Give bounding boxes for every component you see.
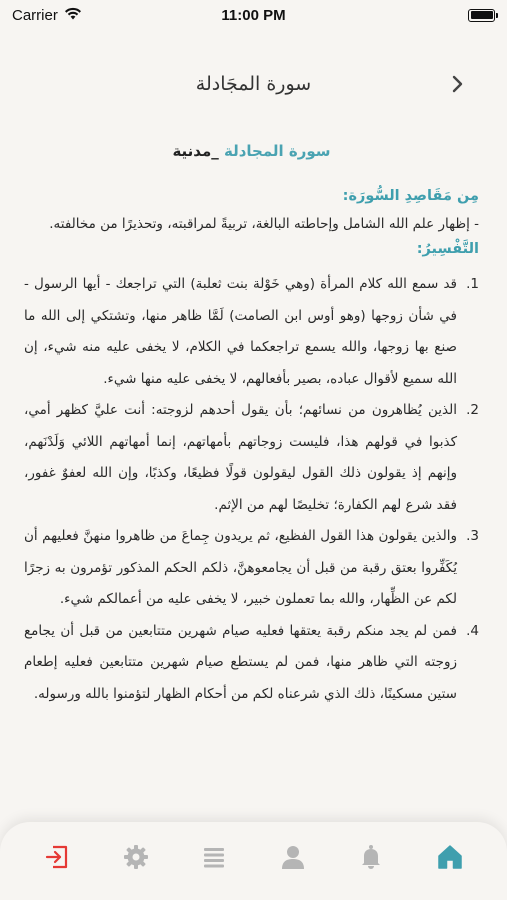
header bbox=[0, 60, 507, 108]
verse-number: 4. bbox=[466, 622, 479, 639]
surah-heading bbox=[24, 142, 479, 160]
status-left bbox=[12, 7, 82, 24]
surah-separator: _ bbox=[211, 142, 224, 160]
verse-number: 1. bbox=[466, 276, 479, 292]
bell-icon bbox=[358, 844, 384, 870]
verse-item bbox=[24, 395, 479, 521]
verse-text: الذين يُظاهرون من نسائهم؛ بأن يقول أحدهم لزوجته: أنت عليَّ كظهر أمي، كذبوا في قولهم هذا، فليست زوجاتهم بأمهاتهم، إنما أمهاتهم اللائي وَلَدْنَهم، وإنهم إذ يقولون ذلك القول ليقولون قولًا فظيعًا، وكذبًا، وإن الله لعفوٌ غفور، فقد شرع لهم الكفارة؛ تخليصًا لهم من الإثم. bbox=[24, 402, 457, 513]
battery-icon bbox=[468, 9, 495, 22]
verse-text: فمن لم يجد منكم رقبة يعتقها فعليه صيام شهرين متتابعين من قبل أن يجامع زوجته التي ظاهر منها، فمن لم يستطع صيام شهرين متتابعين فعليه إطعام ستين مسكينًا، ذلك الذي شرعناه لكم من أحكام الظهار لتؤمنوا بالله ورسوله. bbox=[24, 622, 457, 702]
tafsir-title: التَّفْسِيرُ: bbox=[416, 241, 479, 257]
back-button[interactable] bbox=[445, 72, 469, 96]
verse-item bbox=[24, 521, 479, 616]
surah-type: مدنية bbox=[172, 142, 212, 160]
tab-notifications[interactable] bbox=[351, 837, 391, 877]
tab-settings[interactable] bbox=[116, 837, 156, 877]
tab-home[interactable] bbox=[430, 837, 470, 877]
verses-list bbox=[24, 269, 479, 710]
home-icon bbox=[436, 843, 464, 871]
user-icon bbox=[280, 844, 306, 870]
verse-number: 3. bbox=[466, 528, 479, 544]
maqasid-text: - إظهار علم الله الشامل وإحاطته البالغة، تربيةً لمراقبته، وتحذيرًا من مخالفته. bbox=[49, 216, 479, 232]
status-bar bbox=[0, 0, 507, 30]
wifi-icon bbox=[64, 7, 82, 24]
tab-profile[interactable] bbox=[273, 837, 313, 877]
tab-list[interactable] bbox=[194, 837, 234, 877]
carrier-label: Carrier bbox=[12, 6, 58, 24]
chevron-left-icon bbox=[450, 74, 464, 94]
verse-text: والذين يقولون هذا القول الفظيع، ثم يريدون جِماعَ من ظاهروا منهنَّ فعليهم أن يُكَفِّروا بعتق رقبة من قبل أن يجامعوهنَّ، ذلكم الحكم المذكور تؤمرون به زجرًا لكم عن الظِّهار، والله بما تعملون خبير، لا يخفى عليه من أعمالكم شيء. bbox=[24, 528, 457, 607]
battery-fill bbox=[471, 11, 493, 19]
tab-bar bbox=[0, 822, 507, 900]
status-time: 11:00 PM bbox=[221, 6, 286, 24]
verse-text: قد سمع الله كلام المرأة (وهي خَوْلة بنت ثعلبة) التي تراجعك - أيها الرسول - في شأن زوجها (وهو أوس ابن الصامت) لَمَّا ظاهر منها، وتشتكي إلى الله ما صنع بها زوجها، والله يسمع تراجعكما في الكلام، لا يخفى عليه منه شيء، إن الله سميع لأقوال عباده، بصير بأفعالهم، لا يخفى عليه منها شيء. bbox=[24, 276, 457, 387]
tab-logout[interactable] bbox=[37, 837, 77, 877]
page-title: سورة المجَادلة bbox=[195, 73, 312, 95]
surah-name: سورة المجادلة bbox=[223, 142, 331, 160]
verse-item bbox=[24, 269, 479, 395]
logout-icon bbox=[44, 844, 70, 870]
verse-item bbox=[24, 616, 479, 711]
gear-icon bbox=[122, 843, 150, 871]
list-icon bbox=[201, 844, 227, 870]
tafsir-content[interactable] bbox=[0, 132, 507, 832]
maqasid-title: مِن مَقَاصِدِ السُّورَة: bbox=[342, 188, 479, 204]
verse-number: 2. bbox=[466, 402, 479, 418]
